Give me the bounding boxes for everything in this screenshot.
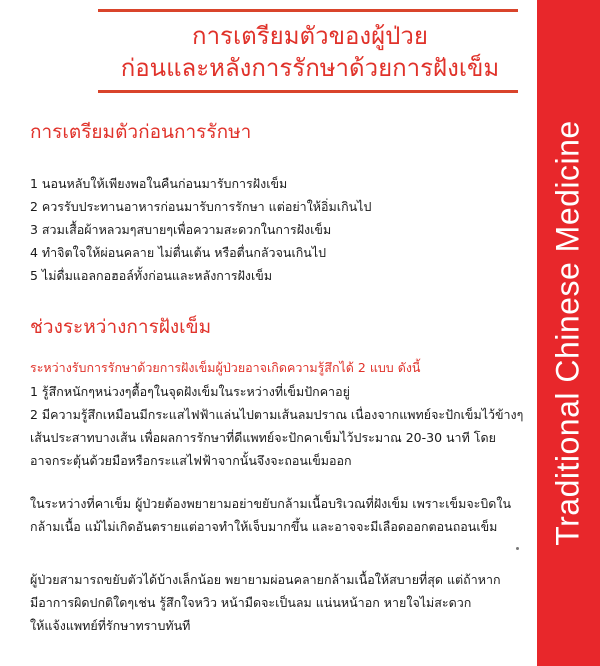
bottom-rule xyxy=(98,90,518,93)
stray-dot xyxy=(516,547,519,550)
paragraph-report-symptoms: ผู้ป่วยสามารถขยับตัวได้บ้างเล็กน้อย พยายามผ่อนคลายกล้ามเนื้อให้สบายที่สุด แต่ถ้าหาก มีอาการผิดปกติใดๆเช่น รู้สึกใจหวิว หน้ามืดจะเป็นลม แน่นหน้าอก หายใจไม่สะดวก ให้แจ้งแพทย์ที่รักษาทราบทันที xyxy=(30,572,501,633)
during-heading: ช่วงระหว่างการฝังเข็ม xyxy=(30,316,212,338)
paragraph-stay-still: ในระหว่างที่คาเข็ม ผู้ป่วยต้องพยายามอย่าขยับกล้ามเนื้อบริเวณที่ฝังเข็ม เพราะเข็มจะบิดใน กล้ามเนื้อ แม้ไม่เกิดอันตรายแต่อาจทำให้เจ็บมากขึ้น และอาจจะมีเลือดออกตอนถอนเข็ม xyxy=(30,496,512,534)
top-rule xyxy=(98,9,518,12)
during-subheading: ระหว่างรับการรักษาด้วยการฝังเข็มผู้ป่วยอาจเกิดความรู้สึกได้ 2 แบบ ดังนี้ xyxy=(30,360,421,375)
prep-heading: การเตรียมตัวก่อนการรักษา xyxy=(30,121,252,143)
list-item: 2 ควรรับประทานอาหารก่อนมารับการรักษา แต่อย่าให้อิ่มเกินไป xyxy=(30,199,372,214)
sidebar-label: Traditional Chinese Medicine xyxy=(549,120,586,546)
title-line-1: การเตรียมตัวของผู้ป่วย xyxy=(192,22,428,50)
list-item: 3 สวมเสื้อผ้าหลวมๆสบายๆเพื่อความสะดวกในการฝังเข็ม xyxy=(30,222,332,237)
paragraph-sensations: 1 รู้สึกหนักๆหน่วงๆตื้อๆในจุดฝังเข็มในระหว่างที่เข็มปักคาอยู่ 2 มีความรู้สึกเหมือนมีกระแสไฟฟ้าแล่นไปตามเส้นลมปราณ เนื่องจากแพทย์จะปักเข็มไว้ข้างๆ เส้นประสาทบางเส้น เพื่อผลการรักษาที่ดีแพทย์จะปักคาเข็มไว้ประมาณ 20-30 นาที โดย อาจกระตุ้นด้วยมือหรือกระแสไฟฟ้าจากนั้นจึงจะถอนเข็มออก xyxy=(30,384,524,468)
list-item: 1 นอนหลับให้เพียงพอในคืนก่อนมารับการฝังเข็ม xyxy=(30,176,288,191)
list-item: 4 ทำจิตใจให้ผ่อนคลาย ไม่ตื่นเต้น หรือตื่นกลัวจนเกินไป xyxy=(30,245,327,260)
title-line-2: ก่อนและหลังการรักษาด้วยการฝังเข็ม xyxy=(120,54,500,82)
prep-list xyxy=(30,172,371,287)
list-item: 5 ไม่ดื่มแอลกอฮอล์ทั้งก่อนและหลังการฝังเข็ม xyxy=(30,268,273,283)
